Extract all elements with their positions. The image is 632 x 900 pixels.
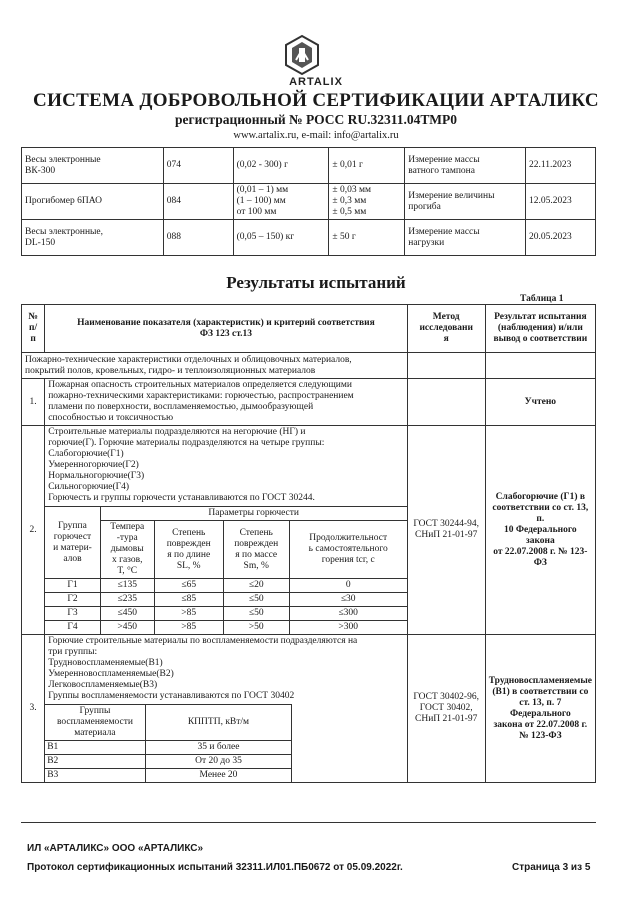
- subheader-temp: Темпера -тура дымовы х газов, Т, °С: [100, 521, 154, 579]
- artalix-logo-icon: [282, 34, 322, 76]
- equipment-range: (0,01 – 1) мм (1 – 100) мм от 100 мм: [233, 184, 329, 220]
- table-row: [45, 593, 406, 607]
- equipment-number: 074: [163, 148, 233, 184]
- empty-cell: [485, 353, 595, 379]
- page-number: Страница 3 из 5: [512, 862, 591, 873]
- table-row: [45, 755, 292, 769]
- equipment-name: Весы электронные, DL-150: [22, 220, 164, 256]
- row-text: Пожарная опасность строительных материалов определяется следующими пожарно-техническими характеристиками: горючестью, распространением пламени по поверхности, воспламеняемостью, дымообразующей способностью и токсичностью: [45, 379, 407, 426]
- cell: ≤50: [223, 593, 289, 607]
- footer-org: ИЛ «АРТАЛИКС» ООО «АРТАЛИКС»: [27, 843, 204, 854]
- header-website: www.artalix.ru, e-mail: info@artalix.ru: [233, 130, 399, 141]
- equipment-date: 12.05.2023: [526, 184, 596, 220]
- equipment-number: 088: [163, 220, 233, 256]
- equipment-error: ± 50 г: [329, 220, 405, 256]
- row-result: Учтено: [485, 379, 595, 426]
- table-row: [22, 635, 596, 783]
- cell: 0: [289, 579, 406, 593]
- cell: Г1: [45, 579, 100, 593]
- section-row: [22, 353, 596, 379]
- subheader-mass: Степень поврежден я по массе Sm, %: [223, 521, 289, 579]
- row-text: Строительные материалы подразделяются на негорючие (НГ) и горючие(Г). Горючие материалы подразделяются на четыре группы: Слабогорючие(Г1) Умеренногорючие(Г2) Нормальногорючие(Г3) Сильногорючие(Г4) Горючесть и группы горючести устанавливаются по ГОСТ 30244.: [48, 427, 325, 503]
- subheader-duration: Продолжительност ь самостоятельного горения tсг, с: [289, 521, 406, 579]
- cell: Г4: [45, 621, 100, 635]
- row-content: [45, 635, 407, 783]
- subheader-length: Степень поврежден я по длине SL, %: [154, 521, 223, 579]
- equipment-range: (0,05 – 150) кг: [233, 220, 329, 256]
- column-header-method: Метод исследовани я: [407, 305, 485, 353]
- cell: ≤65: [154, 579, 223, 593]
- table-row: [45, 741, 292, 755]
- header-title: СИСТЕМА ДОБРОВОЛЬНОЙ СЕРТИФИКАЦИИ АРТАЛИКС: [33, 90, 599, 111]
- table-row: [22, 184, 596, 220]
- cell: От 20 до 35: [145, 755, 292, 769]
- header-registration: регистрационный № РОСС RU.32311.04ТМР0: [175, 112, 457, 127]
- cell: ≤235: [100, 593, 154, 607]
- table-label: Таблица 1: [520, 294, 564, 304]
- subheader-group: Группа горючест и матери- алов: [45, 507, 100, 579]
- table-header-row: [45, 507, 406, 521]
- equipment-table: [21, 147, 596, 256]
- equipment-error: ± 0,01 г: [329, 148, 405, 184]
- equipment-name: Весы электронные ВК-300: [22, 148, 164, 184]
- row-method: ГОСТ 30244-94, СНиП 21-01-97: [407, 426, 485, 635]
- brand-name: ARTALIX: [289, 76, 343, 88]
- cell: >85: [154, 607, 223, 621]
- table-header-row: [45, 705, 292, 741]
- equipment-range: (0,02 - 300) г: [233, 148, 329, 184]
- column-header-num: № п/ п: [22, 305, 45, 353]
- subheader-group: Группы воспламеняемости материала: [45, 705, 145, 741]
- cell: Г3: [45, 607, 100, 621]
- row-number: 2.: [22, 426, 45, 635]
- footer-divider: [21, 822, 596, 823]
- subheader-params: Параметры горючести: [100, 507, 406, 521]
- cell: В2: [45, 755, 145, 769]
- row-number: 3.: [22, 635, 45, 783]
- row-number: 1.: [22, 379, 45, 426]
- equipment-name: Прогибомер 6ПАО: [22, 184, 164, 220]
- empty-cell: [407, 379, 485, 426]
- equipment-date: 22.11.2023: [526, 148, 596, 184]
- results-title: Результаты испытаний: [226, 273, 406, 292]
- table-row: [22, 148, 596, 184]
- empty-cell: [407, 353, 485, 379]
- footer-protocol: Протокол сертификационных испытаний 32311.ИЛ01.ПБ0672 от 05.09.2022г.: [27, 862, 403, 873]
- cell: >450: [100, 621, 154, 635]
- equipment-purpose: Измерение массы ватного тампона: [405, 148, 526, 184]
- table-row: [45, 769, 292, 783]
- cell: Менее 20: [145, 769, 292, 783]
- cell: Г2: [45, 593, 100, 607]
- row-text: Горючие строительные материалы по воспламеняемости подразделяются на три группы: Трудновоспламеняемые(В1) Умеренновоспламеняемые(В2) Легковоспламеняемые(В3) Группы воспламеняемости устанавливаются по ГОСТ 30402: [48, 636, 358, 701]
- cell: 35 и более: [145, 741, 292, 755]
- equipment-date: 20.05.2023: [526, 220, 596, 256]
- ignitability-table: [45, 704, 292, 782]
- cell: ≤50: [223, 607, 289, 621]
- row-result: Трудновоспламеняемые (В1) в соответствии со ст. 13, п. 7 Федерального закона от 22.07.2008 г. № 123-ФЗ: [485, 635, 595, 783]
- table-row: [45, 621, 406, 635]
- cell: В1: [45, 741, 145, 755]
- cell: ≤85: [154, 593, 223, 607]
- column-header-name: Наименование показателя (характеристик) и критерий соответствия ФЗ 123 ст.13: [45, 305, 407, 353]
- column-header-result: Результат испытания (наблюдения) и/или вывод о соответствии: [485, 305, 595, 353]
- cell: ≤135: [100, 579, 154, 593]
- table-header-row: [45, 521, 406, 579]
- table-header-row: [22, 305, 596, 353]
- cell: ≤20: [223, 579, 289, 593]
- table-row: [45, 579, 406, 593]
- table-row: [22, 220, 596, 256]
- cell: >50: [223, 621, 289, 635]
- table-row: [22, 426, 596, 635]
- cell: >300: [289, 621, 406, 635]
- cell: ≤300: [289, 607, 406, 621]
- cell: ≤450: [100, 607, 154, 621]
- equipment-error: ± 0,03 мм ± 0,3 мм ± 0,5 мм: [329, 184, 405, 220]
- row-method: ГОСТ 30402-96, ГОСТ 30402, СНиП 21-01-97: [407, 635, 485, 783]
- row-result: Слабогорючие (Г1) в соответствии со ст. 13, п. 10 Федерального закона от 22.07.2008 г. № 123- ФЗ: [485, 426, 595, 635]
- results-table: [21, 304, 596, 783]
- cell: В3: [45, 769, 145, 783]
- subheader-kpp: КППТП, кВт/м: [145, 705, 292, 741]
- flammability-table: [45, 506, 406, 634]
- row-content: [45, 426, 407, 635]
- cell: >85: [154, 621, 223, 635]
- table-row: [22, 379, 596, 426]
- table-row: [45, 607, 406, 621]
- cell: ≤30: [289, 593, 406, 607]
- section-title: Пожарно-технические характеристики отделочных и облицовочных материалов, покрытий полов, кровельных, гидро- и теплоизоляционных материалов: [22, 353, 408, 379]
- equipment-purpose: Измерение массы нагрузки: [405, 220, 526, 256]
- equipment-purpose: Измерение величины прогиба: [405, 184, 526, 220]
- equipment-number: 084: [163, 184, 233, 220]
